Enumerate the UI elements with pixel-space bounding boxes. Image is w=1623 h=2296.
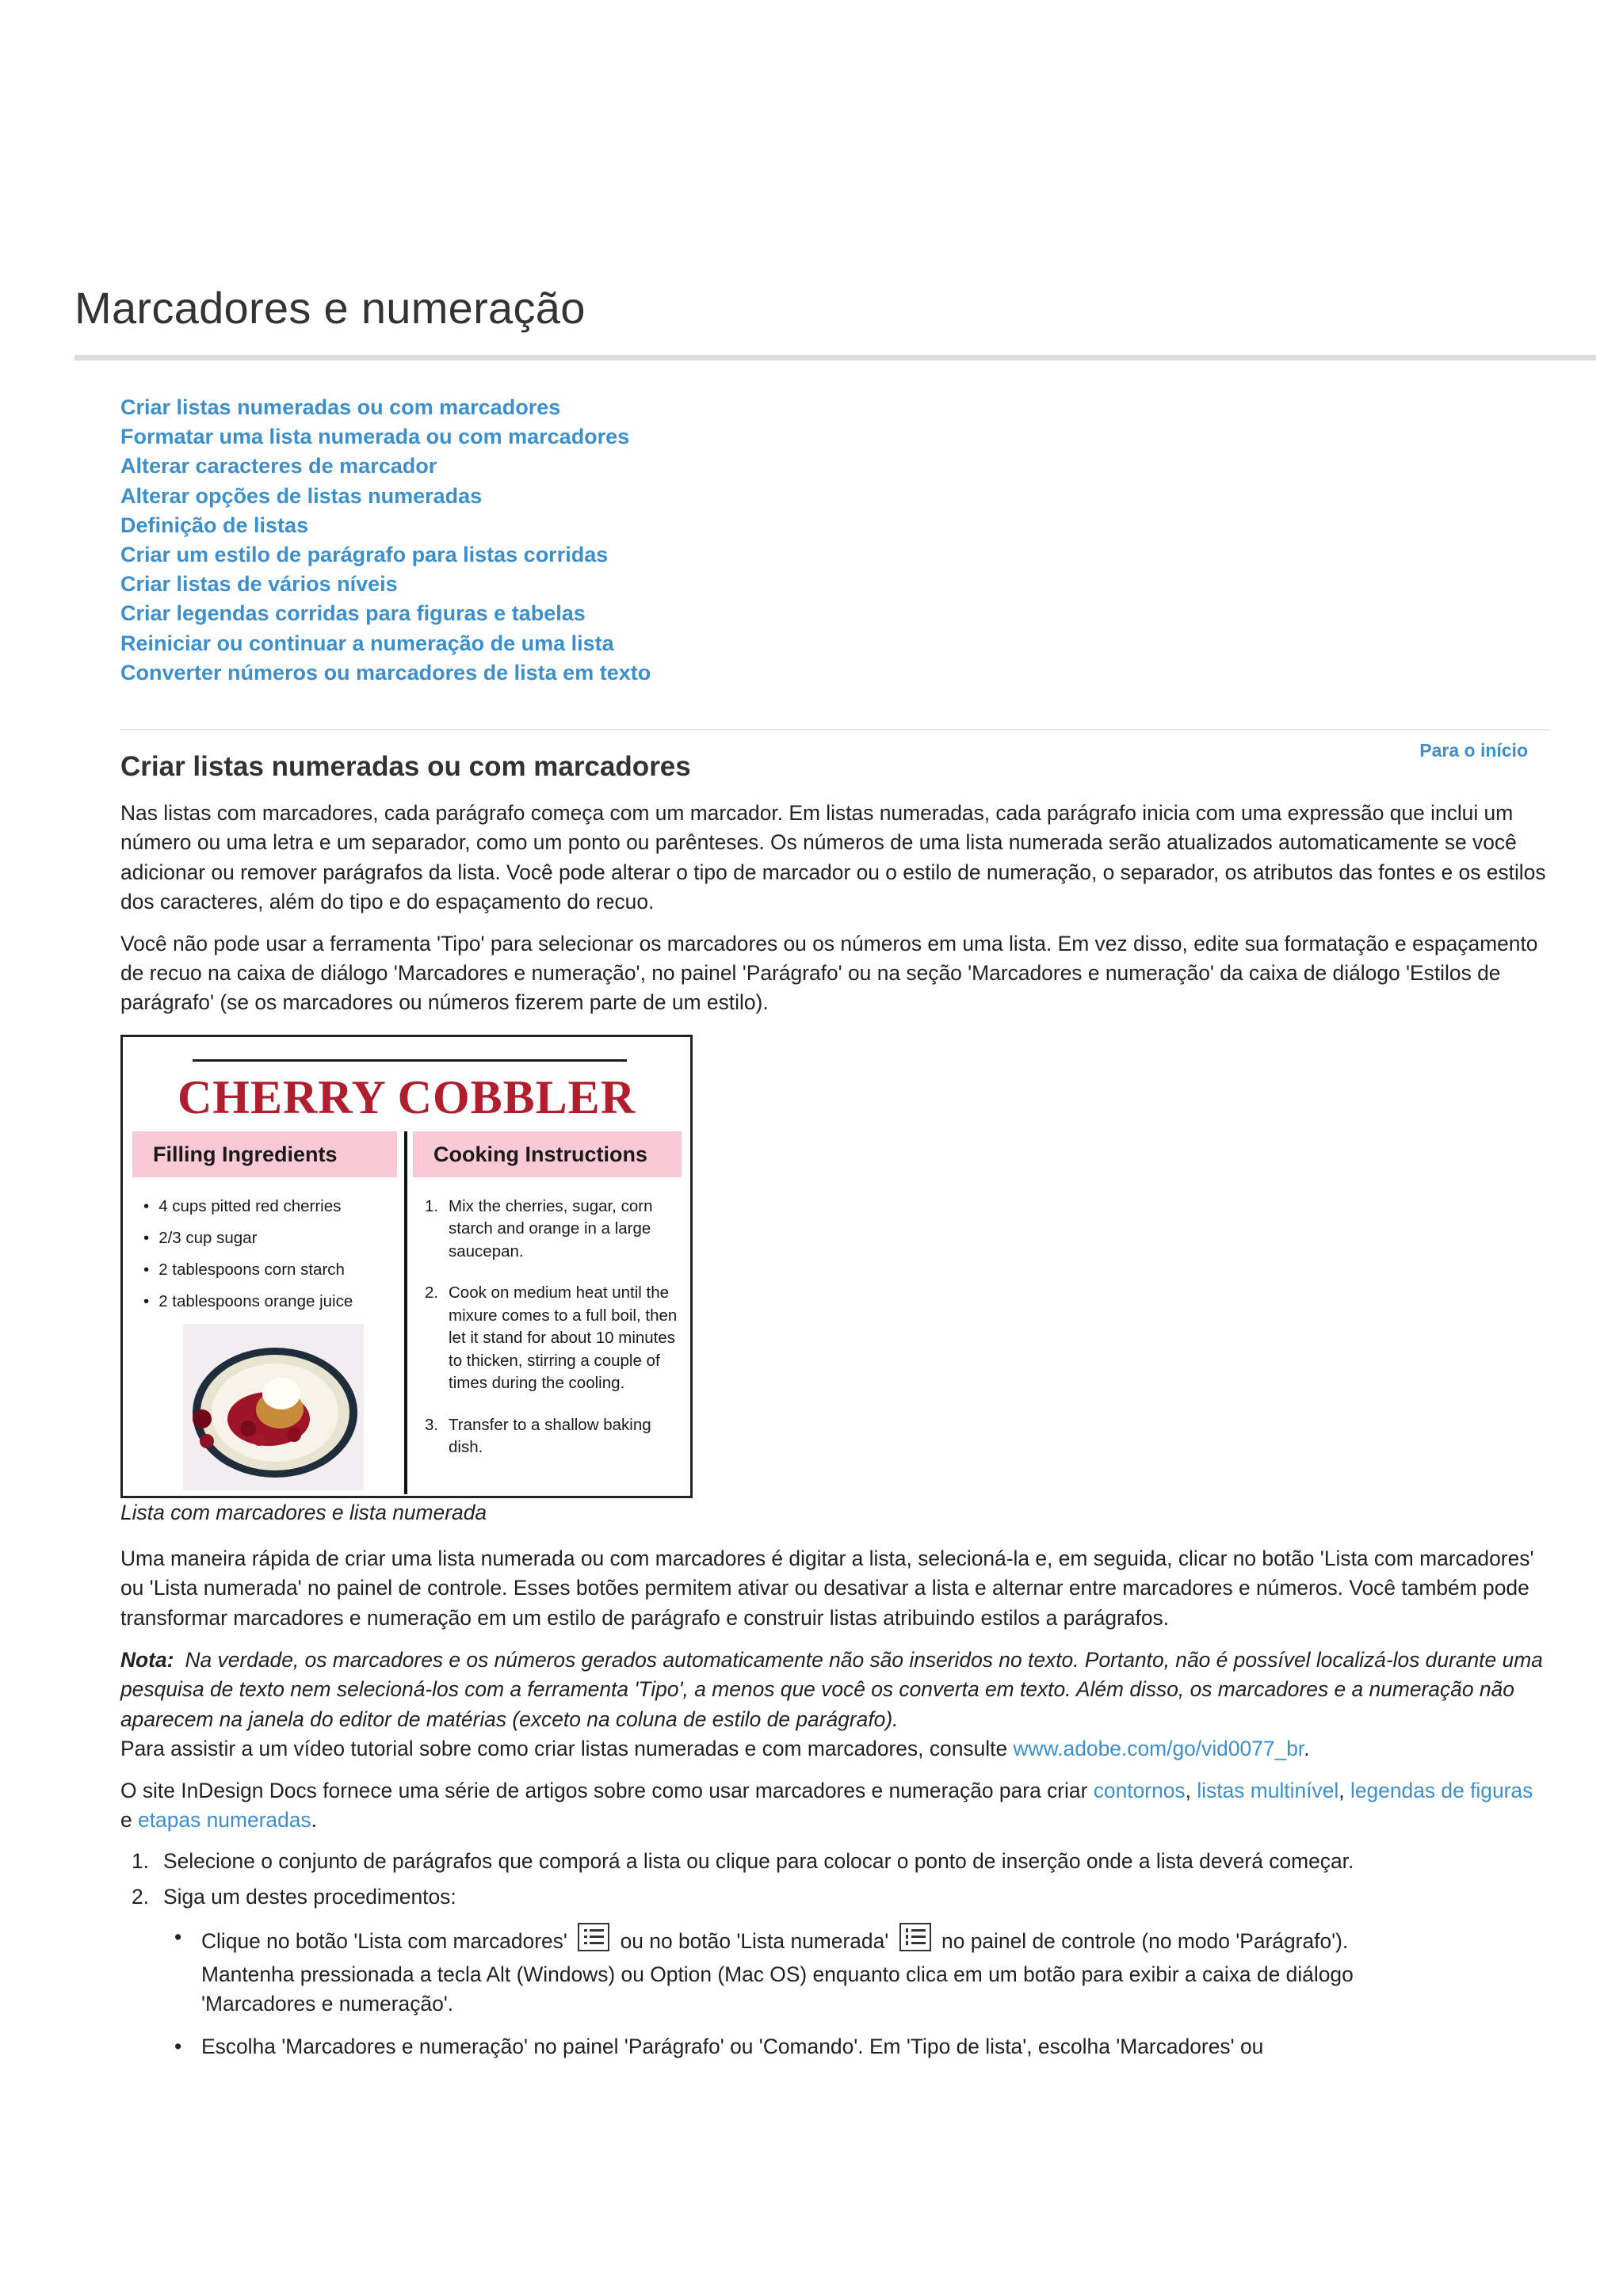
cobbler-photo bbox=[183, 1324, 364, 1490]
toc-item bbox=[120, 393, 651, 422]
link-legendas-figuras[interactable]: legendas de figuras bbox=[1350, 1778, 1533, 1802]
toc-item bbox=[120, 599, 651, 628]
procedure-options bbox=[163, 1923, 1550, 2061]
intro-paragraph: Nas listas com marcadores, cada parágrafo começa com um marcador. Em listas numeradas, cada parágrafo inicia com uma expressão que inclui um número ou uma letra e um separador, como um ponto ou parênteses. Os números de uma lista numerada serão atualizados automaticamente se você adicionar ou remover parágrafos da lista. Você pode alterar o tipo de marcador ou o estilo de numeração, o separador, os atributos das fontes e os estilos dos caracteres, além do tipo e do espaçamento do recuo. bbox=[120, 801, 1546, 914]
ingredient-item: • 2 tablespoons corn starch bbox=[143, 1254, 353, 1286]
video-link[interactable]: www.adobe.com/go/vid0077_br bbox=[1013, 1737, 1304, 1761]
figure-caption: Lista com marcadores e lista numerada bbox=[120, 1500, 487, 1524]
option-text: no painel de controle (no modo 'Parágrafo'). Mantenha pressionada a tecla Alt (Windows) ou Option (Mac OS) enquanto clica em um botão para exibir a caixa de diálogo 'Marcadores e numeração'. bbox=[201, 1929, 1354, 2016]
instruction-step bbox=[425, 1414, 678, 1459]
option-text: ou no botão 'Lista numerada' bbox=[620, 1929, 889, 1954]
toc-link-legendas-corridas[interactable]: Criar legendas corridas para figuras e tabelas bbox=[120, 601, 586, 626]
procedure-steps bbox=[120, 1847, 1550, 2061]
toc-link-converter-numeros[interactable]: Converter números ou marcadores de lista em texto bbox=[120, 660, 651, 685]
toc-link-alterar-opcoes[interactable]: Alterar opções de listas numeradas bbox=[120, 483, 483, 508]
toc-link-definicao-listas[interactable]: Definição de listas bbox=[120, 513, 309, 537]
step-text: Mix the cherries, sugar, corn starch and orange in a large saucepan. bbox=[449, 1196, 653, 1261]
numbered-list-button-icon[interactable] bbox=[899, 1923, 931, 1959]
step-text: Cook on medium heat until the mixure comes to a full boil, then let it stand for about 10 minutes to thicken, stirring a couple of times during the cooling. bbox=[449, 1283, 678, 1393]
step-number: 2. bbox=[425, 1283, 439, 1302]
comma: , bbox=[1338, 1778, 1345, 1802]
procedure-step bbox=[120, 1882, 1550, 2061]
toc-item bbox=[120, 570, 651, 599]
ingredient-item: • 2/3 cup sugar bbox=[143, 1222, 353, 1254]
column-divider bbox=[404, 1131, 407, 1494]
ingredient-item: • 2 tablespoons orange juice bbox=[143, 1286, 353, 1318]
toc-link-varios-niveis[interactable]: Criar listas de vários níveis bbox=[120, 572, 398, 597]
section-divider bbox=[120, 729, 1550, 730]
link-listas-multinivel[interactable]: listas multinível bbox=[1197, 1778, 1339, 1802]
step-text: Selecione o conjunto de parágrafos que comporá a lista ou clique para colocar o ponto de inserção onde a lista deverá começar. bbox=[163, 1848, 1354, 1873]
recipe-title: CHERRY COBBLER bbox=[177, 1070, 636, 1123]
instruction-step bbox=[425, 1196, 678, 1264]
link-etapas-numeradas[interactable]: etapas numeradas bbox=[138, 1808, 311, 1833]
step-number: 3. bbox=[425, 1415, 439, 1434]
video-paragraph bbox=[120, 1734, 1550, 1764]
comma: , bbox=[1185, 1778, 1191, 1802]
option-item: • Escolha 'Marcadores e numeração' no painel 'Parágrafo' ou 'Comando'. Em 'Tipo de lista', escolha 'Marcadores' ou bbox=[163, 2032, 1390, 2061]
and-word: e bbox=[120, 1808, 132, 1833]
docs-paragraph bbox=[120, 1776, 1550, 1836]
procedure-step bbox=[120, 1847, 1550, 1876]
toc-link-estilo-paragrafo[interactable]: Criar um estilo de parágrafo para listas corridas bbox=[120, 542, 609, 566]
ingredients-heading: Filling Ingredients bbox=[132, 1131, 397, 1177]
toc-link-alterar-caracteres[interactable]: Alterar caracteres de marcador bbox=[120, 454, 437, 479]
title-divider bbox=[74, 355, 1596, 360]
ingredient-item: • 4 cups pitted red cherries bbox=[143, 1191, 353, 1222]
step-text: Transfer to a shallow baking dish. bbox=[449, 1415, 651, 1457]
toc-link-reiniciar-numeracao[interactable]: Reiniciar ou continuar a numeração de uma lista bbox=[120, 631, 614, 655]
toc-item bbox=[120, 629, 651, 658]
toc-item bbox=[120, 540, 651, 570]
recipe-figure bbox=[120, 1035, 693, 1498]
section-title: Criar listas numeradas ou com marcadores bbox=[120, 751, 691, 782]
toc-item bbox=[120, 511, 651, 540]
note-label: Nota: bbox=[120, 1648, 174, 1672]
toc-link-formatar-lista[interactable]: Formatar uma lista numerada ou com marcadores bbox=[120, 425, 630, 449]
instruction-step bbox=[425, 1282, 678, 1395]
recipe-title-rule bbox=[193, 1059, 627, 1062]
option-item bbox=[163, 1923, 1390, 2019]
step-number: 2. bbox=[132, 1884, 150, 1909]
instructions-heading: Cooking Instructions bbox=[413, 1131, 682, 1177]
toc-link-criar-listas[interactable]: Criar listas numeradas ou com marcadores bbox=[120, 395, 561, 419]
page-title: Marcadores e numeração bbox=[74, 283, 586, 333]
video-suffix: . bbox=[1304, 1737, 1310, 1761]
instructions-numbered-list bbox=[425, 1196, 678, 1478]
option-text: Clique no botão 'Lista com marcadores' bbox=[201, 1929, 567, 1954]
ingredients-bullet-list bbox=[143, 1191, 353, 1318]
section-criar-listas bbox=[120, 729, 1550, 2074]
toc-item bbox=[120, 422, 651, 452]
note-block bbox=[120, 1646, 1550, 1734]
step-number: 1. bbox=[132, 1848, 150, 1873]
quick-method-paragraph: Uma maneira rápida de criar uma lista numerada ou com marcadores é digitar a lista, selecioná-la e, em seguida, clicar no botão 'Lista com marcadores' ou 'Lista numerada' no painel de controle. Esses botões permitem ativar ou desativar a lista e alternar entre marcadores e números. Você também pode transformar marcadores e numeração em um estilo de parágrafo e construir listas atribuindo estilos a parágrafos. bbox=[120, 1546, 1534, 1630]
docs-suffix: . bbox=[311, 1808, 317, 1833]
step-text: Siga um destes procedimentos: bbox=[163, 1884, 456, 1909]
back-to-top-link[interactable]: Para o início bbox=[1419, 740, 1528, 761]
type-tool-paragraph: Você não pode usar a ferramenta 'Tipo' para selecionar os marcadores ou os números em uma lista. Em vez disso, edite sua formatação e espaçamento de recuo na caixa de diálogo 'Marcadores e numeração', no painel 'Parágrafo' ou na seção 'Marcadores e numeração' da caixa de diálogo 'Estilos de parágrafo' (se os marcadores ou números fizerem parte de um estilo). bbox=[120, 931, 1538, 1015]
table-of-contents bbox=[120, 393, 651, 688]
step-number: 1. bbox=[425, 1196, 439, 1215]
bulleted-list-button-icon[interactable] bbox=[578, 1923, 609, 1959]
note-text: Na verdade, os marcadores e os números gerados automaticamente não são inseridos no texto. Portanto, não é possível localizá-los durante uma pesquisa de texto nem selecioná-los com a ferramenta 'Tipo', a menos que você os converta em texto. Além disso, os marcadores e a numeração não aparecem na janela do editor de matérias (exceto na coluna de estilo de parágrafo). bbox=[120, 1648, 1543, 1731]
toc-item bbox=[120, 482, 651, 511]
video-text: Para assistir a um vídeo tutorial sobre como criar listas numeradas e com marcadores, consulte bbox=[120, 1737, 1008, 1761]
link-contornos[interactable]: contornos bbox=[1093, 1778, 1186, 1802]
toc-item bbox=[120, 658, 651, 688]
toc-item bbox=[120, 452, 651, 481]
docs-text: O site InDesign Docs fornece uma série de artigos sobre como usar marcadores e numeração para criar bbox=[120, 1778, 1088, 1802]
